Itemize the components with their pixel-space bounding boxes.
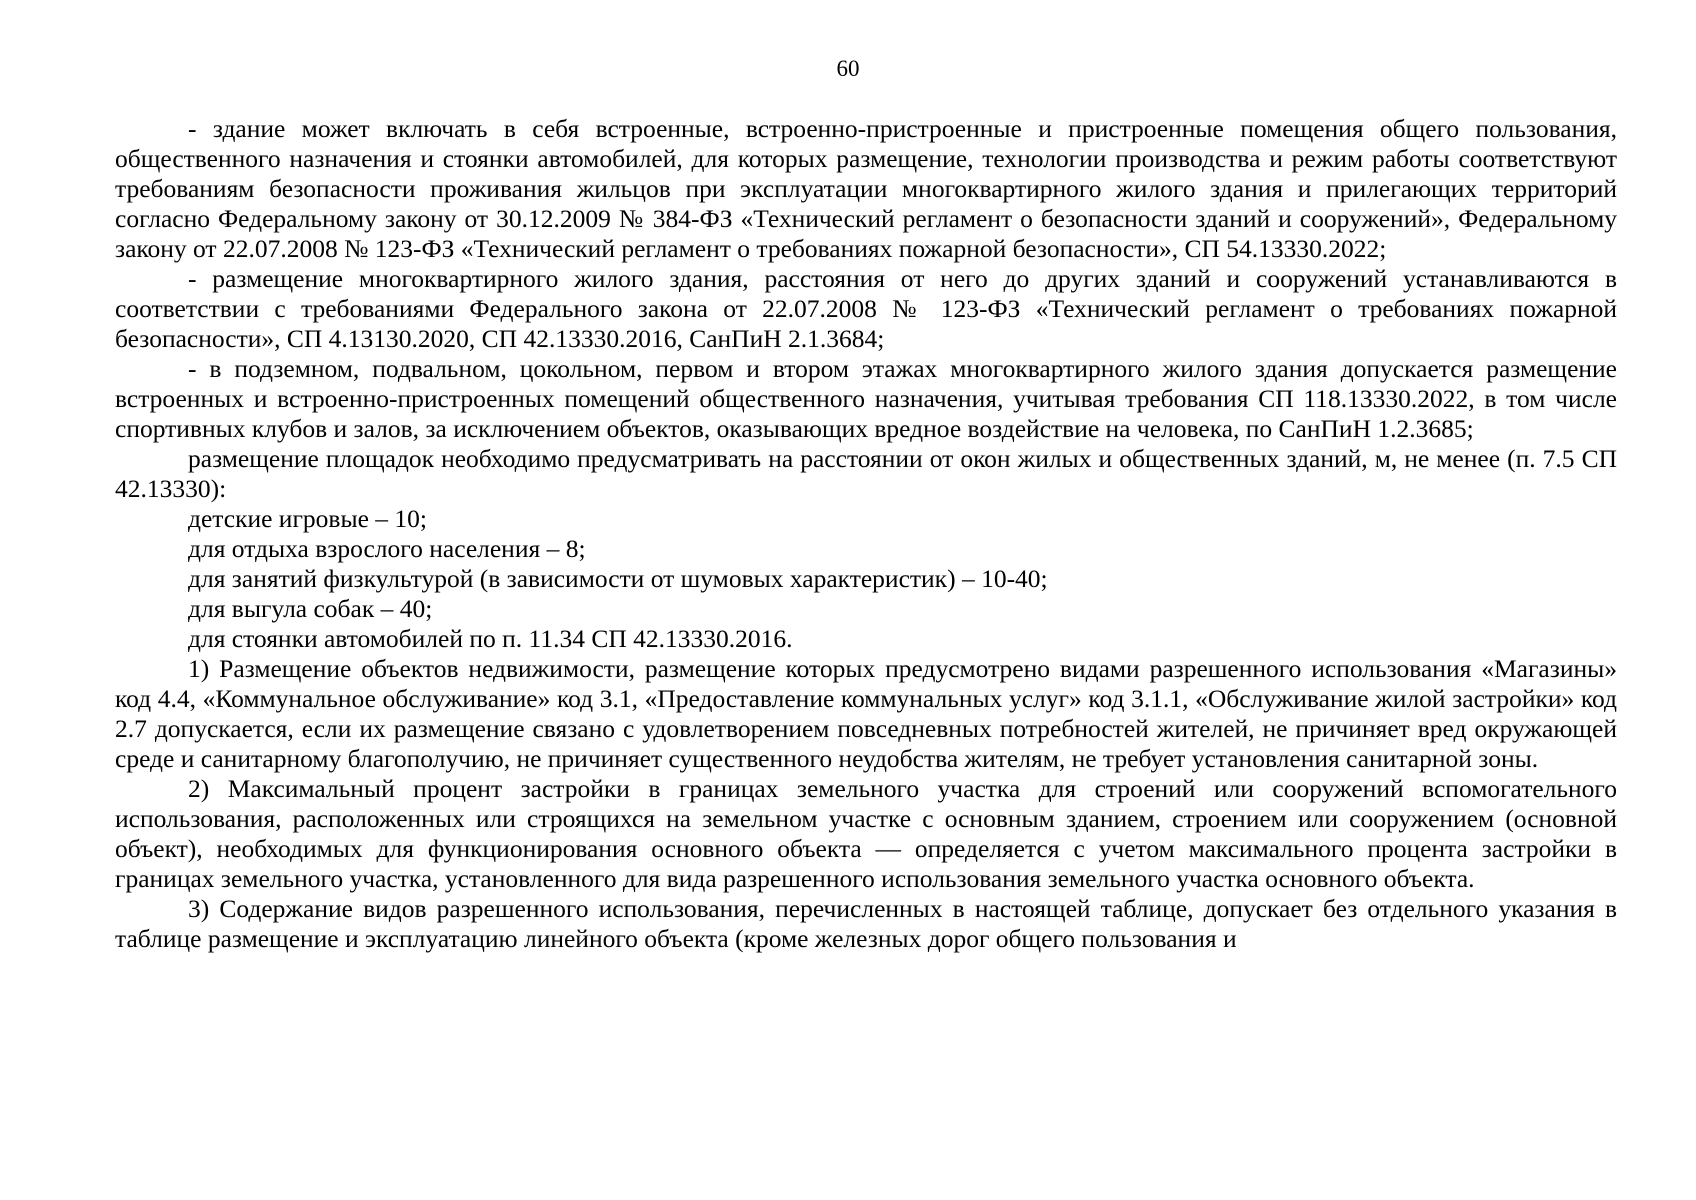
list-item-dog-walking: для выгула собак – 40; [188,594,433,623]
list-item-car-parking: для стоянки автомобилей по п. 11.34 СП 42.13330.2016. [188,624,793,653]
list-item-adult-rest: для отдыха взрослого населения – 8; [188,534,586,563]
document-body [115,114,1617,954]
note-3-permitted-use: 3) Содержание видов разрешенного использования, перечисленных в настоящей таблице, допускает без отдельного указания в таблице размещение и эксплуатацию линейного объекта (кроме железных дорог общего пользования и [115,894,1617,953]
paragraph-playground-distances: размещение площадок необходимо предусматривать на расстоянии от окон жилых и общественных зданий, м, не менее (п. 7.5 СП 42.13330): [115,444,1617,503]
list-item-physical-training: для занятий физкультурой (в зависимости от шумовых характеристик) – 10-40; [188,564,1048,593]
note-1-real-estate-placement: 1) Размещение объектов недвижимости, размещение которых предусмотрено видами разрешенного использования «Магазины» код 4.4, «Коммунальное обслуживание» код 3.1, «Предоставление коммунальных услуг» код 3.1.1, «Обслуживание жилой застройки» код 2.7 допускается, если их размещение связано с удовлетворением повседневных потребностей жителей, не причиняет вред окружающей среде и санитарному благополучию, не причиняет существенного неудобства жителям, не требует установления санитарной зоны. [115,654,1617,773]
note-2-building-percentage: 2) Максимальный процент застройки в границах земельного участка для строений или сооружений вспомогательного использования, расположенных или строящихся на земельном участке с основным зданием, строением или сооружением (основной объект), необходимых для функционирования основного объекта — определяется с учетом максимального процента застройки в границах земельного участка, установленного для вида разрешенного использования земельного участка основного объекта. [115,774,1617,893]
paragraph-building-placement: - размещение многоквартирного жилого здания, расстояния от него до других зданий и сооружений устанавливаются в соответствии с требованиями Федерального закона от 22.07.2008 № 123-ФЗ «Технический регламент о требованиях пожарной безопасности», СП 4.13130.2020, СП 42.13330.2016, СанПиН 2.1.3684; [115,264,1617,353]
list-item-children-playgrounds: детские игровые – 10; [188,504,427,533]
page-number: 60 [836,56,860,81]
paragraph-building-premises: - здание может включать в себя встроенные, встроенно-пристроенные и пристроенные помещения общего пользования, общественного назначения и стоянки автомобилей, для которых размещение, технологии производства и режим работы соответствуют требованиям безопасности проживания жильцов при эксплуатации многоквартирного жилого здания и прилегающих территорий согласно Федеральному закону от 30.12.2009 № 384-ФЗ «Технический регламент о безопасности зданий и сооружений», Федеральному закону от 22.07.2008 № 123-ФЗ «Технический регламент о требованиях пожарной безопасности», СП 54.13330.2022; [115,114,1617,263]
paragraph-underground-floors: - в подземном, подвальном, цокольном, первом и втором этажах многоквартирного жилого здания допускается размещение встроенных и встроенно-пристроенных помещений общественного назначения, учитывая требования СП 118.13330.2022, в том числе спортивных клубов и залов, за исключением объектов, оказывающих вредное воздействие на человека, по СанПиН 1.2.3685; [115,354,1617,443]
